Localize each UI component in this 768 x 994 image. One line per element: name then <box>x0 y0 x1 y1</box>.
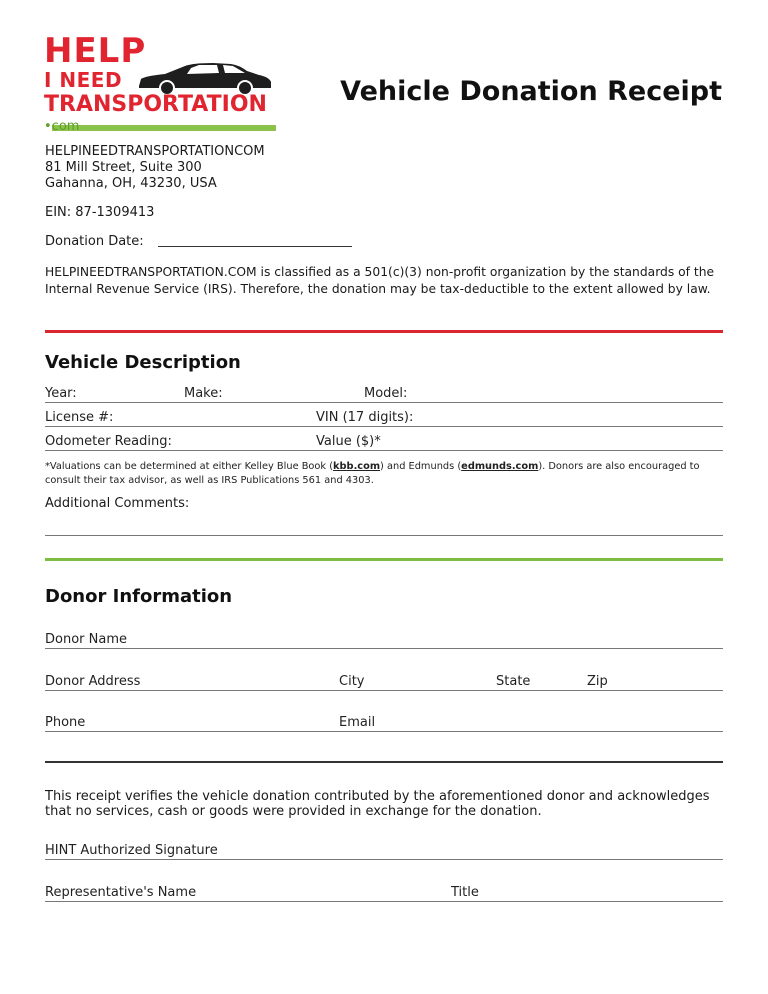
divider-black <box>45 761 723 763</box>
note-text-3: ). Donors are also encouraged to consult their tax advisor, as well as IRS Publications 561 and 4303. <box>45 461 700 486</box>
make-label: Make: <box>184 386 223 401</box>
signature-row[interactable] <box>45 843 723 860</box>
city-label: City <box>339 674 365 689</box>
ein: EIN: 87-1309413 <box>45 205 155 220</box>
donor-address-label: Donor Address <box>45 674 141 689</box>
note-text-1: *Valuations can be determined at either Kelley Blue Book ( <box>45 461 334 472</box>
document-title: Vehicle Donation Receipt <box>340 76 722 107</box>
comments-label: Additional Comments: <box>45 496 190 511</box>
odometer-label: Odometer Reading: <box>45 434 172 449</box>
vin-label: VIN (17 digits): <box>316 410 414 425</box>
donor-name-row[interactable] <box>45 632 723 649</box>
donor-name-label: Donor Name <box>45 632 127 647</box>
valuation-note <box>45 460 725 488</box>
authorized-signature-label: HINT Authorized Signature <box>45 843 218 858</box>
comments-field[interactable] <box>45 535 723 536</box>
note-text-2: ) and Edmunds ( <box>380 461 462 472</box>
car-icon <box>135 62 275 96</box>
value-label: Value ($)* <box>316 434 381 449</box>
logo-i-need: I NEED <box>44 68 123 92</box>
donation-date-label: Donation Date: <box>45 234 144 249</box>
org-info <box>45 144 265 192</box>
email-label: Email <box>339 715 376 730</box>
donor-contact-row[interactable] <box>45 715 723 732</box>
logo-dotcom: •com <box>44 119 80 134</box>
representative-row[interactable] <box>45 885 723 902</box>
title-label: Title <box>451 885 479 900</box>
donation-date-field[interactable] <box>158 246 352 247</box>
vehicle-row-3[interactable] <box>45 434 723 451</box>
logo-underline <box>52 125 276 131</box>
logo-help: HELP <box>44 31 147 71</box>
phone-label: Phone <box>45 715 86 730</box>
vehicle-section-heading: Vehicle Description <box>45 352 241 373</box>
tax-disclaimer: HELPINEEDTRANSPORTATION.COM is classified as a 501(c)(3) non-profit organization by the standards of the Internal Revenue Service (IRS). Therefore, the donation may be tax-deductible to the extent allowed by law. <box>45 265 715 296</box>
model-label: Model: <box>364 386 408 401</box>
org-name: HELPINEEDTRANSPORTATIONCOM <box>45 144 265 159</box>
divider-red <box>45 330 723 333</box>
donor-address-row[interactable] <box>45 674 723 691</box>
kbb-link[interactable]: kbb.com <box>333 461 381 472</box>
donor-section-heading: Donor Information <box>45 586 233 607</box>
org-address-line1: 81 Mill Street, Suite 300 <box>45 160 202 175</box>
edmunds-link[interactable]: edmunds.com <box>461 461 539 472</box>
vehicle-row-1[interactable] <box>45 386 723 403</box>
representative-name-label: Representative's Name <box>45 885 197 900</box>
org-address-line2: Gahanna, OH, 43230, USA <box>45 176 217 191</box>
year-label: Year: <box>45 386 77 401</box>
state-label: State <box>496 674 531 689</box>
zip-label: Zip <box>587 674 608 689</box>
divider-green <box>45 558 723 561</box>
verification-statement: This receipt verifies the vehicle donation contributed by the aforementioned donor and acknowledges that no services, cash or goods were provided in exchange for the donation. <box>45 789 710 819</box>
license-label: License #: <box>45 410 114 425</box>
logo-transportation: TRANSPORTATION <box>44 92 267 117</box>
vehicle-row-2[interactable] <box>45 410 723 427</box>
